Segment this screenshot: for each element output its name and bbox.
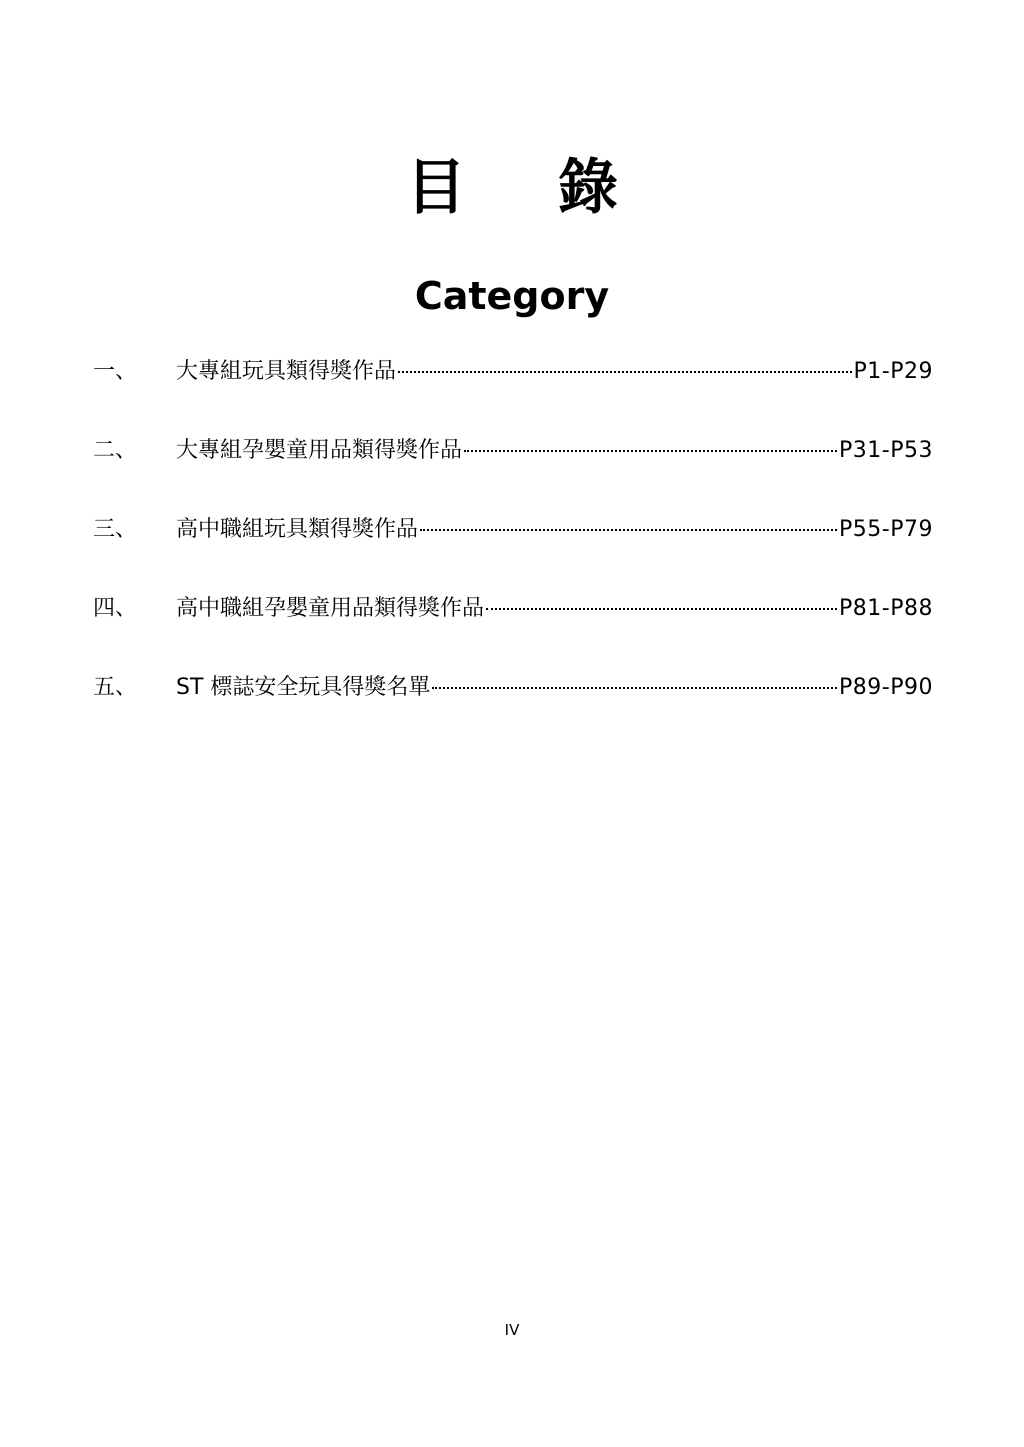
toc-entry-number: 一、 — [93, 359, 138, 384]
toc-entry-number: 三、 — [93, 517, 138, 542]
page-number: IV — [504, 1321, 520, 1339]
toc-entry[interactable] — [93, 431, 933, 510]
toc-dot-leader — [420, 529, 837, 531]
toc-dot-leader — [464, 450, 837, 452]
toc-entry-label: 大專組孕嬰童用品類得獎作品 — [176, 438, 463, 463]
toc-entry-line — [176, 589, 933, 629]
toc-entry-number: 二、 — [93, 438, 138, 463]
toc-entry-page-range: P81-P88 — [839, 596, 933, 621]
toc-entry-page-range: P31-P53 — [839, 438, 933, 463]
toc-entry-line — [176, 510, 933, 550]
toc-entry-line — [176, 668, 933, 708]
toc-entry[interactable] — [93, 510, 933, 589]
toc-dot-leader — [432, 687, 837, 689]
toc-entry-label: 高中職組孕嬰童用品類得獎作品 — [176, 596, 485, 621]
toc-entry-label: 大專組玩具類得獎作品 — [176, 359, 397, 384]
toc-entry[interactable] — [93, 352, 933, 431]
page-subtitle: Category — [414, 274, 610, 318]
toc-entry-line — [176, 352, 933, 392]
toc-entry-page-range: P89-P90 — [839, 675, 933, 700]
toc-entry-number: 四、 — [93, 596, 138, 621]
table-of-contents — [93, 352, 933, 747]
toc-entry-number: 五、 — [93, 675, 138, 700]
toc-entry-line — [176, 431, 933, 471]
toc-entry[interactable] — [93, 668, 933, 747]
toc-dot-leader — [398, 371, 852, 373]
toc-dot-leader — [486, 608, 837, 610]
page-title: 目錄 — [406, 153, 710, 223]
toc-entry-label: 高中職組玩具類得獎作品 — [176, 517, 419, 542]
toc-entry-page-range: P55-P79 — [839, 517, 933, 542]
toc-entry[interactable] — [93, 589, 933, 668]
toc-entry-label: ST 標誌安全玩具得獎名單 — [176, 675, 431, 700]
toc-entry-page-range: P1-P29 — [853, 359, 933, 384]
